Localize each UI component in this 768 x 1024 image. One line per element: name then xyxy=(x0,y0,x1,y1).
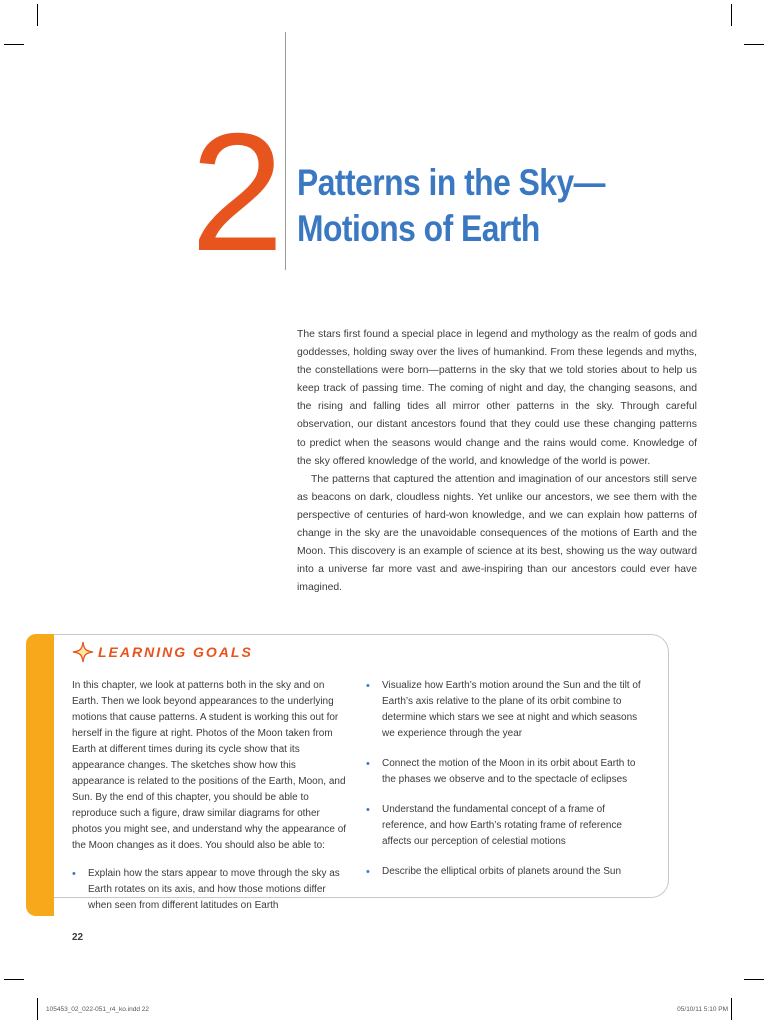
chapter-title xyxy=(297,160,641,252)
chapter-intro xyxy=(297,326,697,597)
crop-mark xyxy=(744,44,764,45)
learning-goal-item: • Explain how the stars appear to move through the sky as Earth rotates on its axis, and how those motions differ when seen from different latitudes on Earth xyxy=(72,866,350,914)
page-number: 22 xyxy=(72,932,84,943)
chapter-title-line-1: Patterns in the Sky— xyxy=(297,162,605,203)
crop-mark xyxy=(4,979,24,980)
learning-goals-right-column xyxy=(366,678,652,894)
intro-paragraph: The stars first found a special place in legend and mythology as the realm of gods and goddesses, holding sway over the lives of humankind. From these legends and myths, the constellations were born—patterns in the sky that we told stories about to help us keep track of passing time. The coming of night and day, the changing seasons, and the rising and falling tides all mirror other patterns in the sky. Through careful observation, our distant ancestors found that they could use these changing patterns to predict when the seasons would change and the rains would come. Knowledge of the sky offered knowledge of the world, and knowledge of the world is power. xyxy=(297,329,697,467)
learning-goal-item: • Describe the elliptical orbits of planets around the Sun xyxy=(366,864,652,880)
learning-goal-item: • Visualize how Earth’s motion around the Sun and the tilt of Earth’s axis relative to the plane of its orbit combine to determine which stars we see at night and which seasons we experience through the year xyxy=(366,678,652,742)
chapter-number: 2 xyxy=(190,98,278,286)
title-divider-rule xyxy=(285,32,286,270)
crop-mark xyxy=(37,4,38,26)
crop-mark xyxy=(731,998,732,1020)
learning-goals-intro: In this chapter, we look at patterns both in the sky and on Earth. Then we look beyond appearances to the underlying motions that cause patterns. A student is working this out for herself in the figure at right. Photos of the Moon taken from Earth at different times during its cycle show that its appearance changes. The sketches show how this appearance is related to the positions of the Earth, Moon, and Sun. By the end of this chapter, you should be able to reproduce such a figure, draw similar diagrams for other photos you might see, and understand why the appearance of the Moon changes as it does. You should also be able to: xyxy=(72,680,347,851)
chapter-title-line-2: Motions of Earth xyxy=(297,208,540,249)
learning-goal-item: • Connect the motion of the Moon in its orbit about Earth to the phases we observe and to the spectacle of eclipses xyxy=(366,756,652,788)
learning-goals-side-bar xyxy=(26,634,54,916)
crop-mark xyxy=(744,979,764,980)
crop-mark xyxy=(37,998,38,1020)
star-icon xyxy=(72,641,94,663)
learning-goal-item: • Understand the fundamental concept of a frame of reference, and how Earth’s rotating frame of reference affects our perception of celestial motions xyxy=(366,802,652,850)
crop-mark xyxy=(4,44,24,45)
print-slug-file: 105453_02_022-051_r4_ko.indd 22 xyxy=(46,1006,150,1013)
intro-paragraph: The patterns that captured the attention and imagination of our ancestors still serve as beacons on dark, cloudless nights. Yet unlike our ancestors, we see them with the perspective of centuries of hard-won knowledge, and we can explain how patterns of change in the sky are the unavoidable consequences of the motions of Earth and the Moon. This discovery is an example of science at its best, showing us the way outward into a universe far more vast and awe-inspiring than our ancestors could ever have imagined. xyxy=(297,473,697,594)
crop-mark xyxy=(731,4,732,26)
print-slug-date: 05/10/11 5:10 PM xyxy=(677,1006,728,1013)
learning-goals-heading: LEARNING GOALS xyxy=(98,644,253,660)
learning-goals-left-column xyxy=(72,678,350,914)
